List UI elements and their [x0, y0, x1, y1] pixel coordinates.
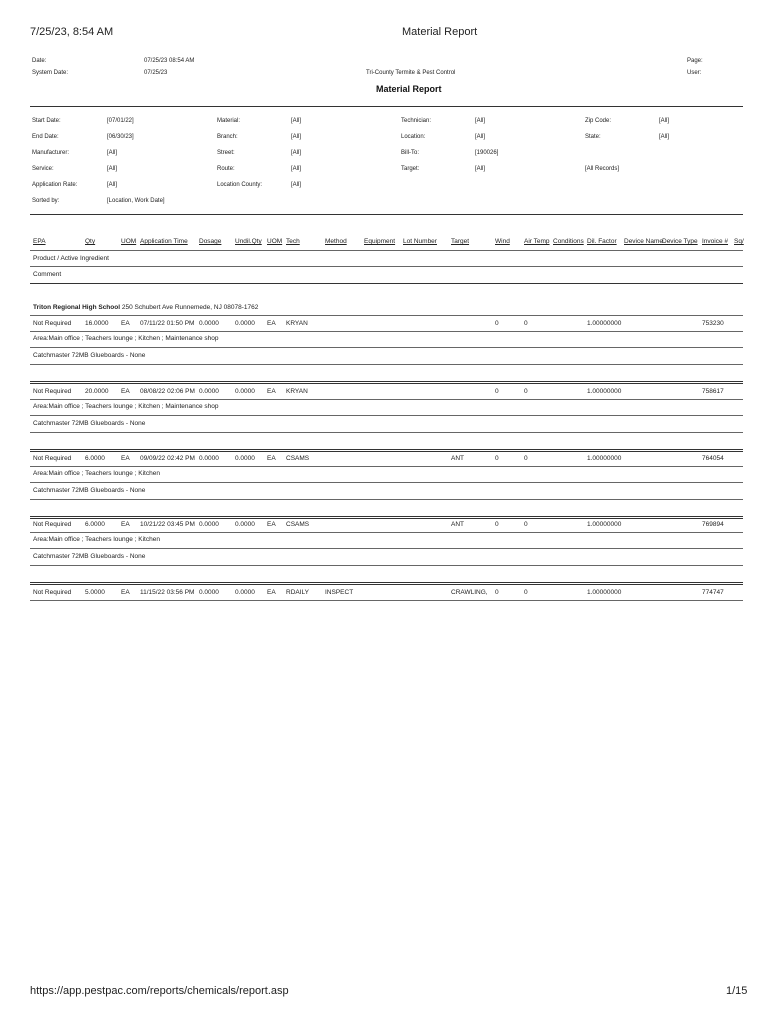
- billto-label: Bill-To:: [401, 150, 420, 156]
- record-area: Area:Main office ; Teachers lounge ; Kitchen ; Maintenance shop: [33, 403, 219, 410]
- street-label: Street:: [217, 150, 235, 156]
- record-divider: [30, 331, 743, 332]
- target-value: [All]: [475, 166, 486, 172]
- record-area: Area:Main office ; Teachers lounge ; Kitchen ; Maintenance shop: [33, 335, 219, 342]
- location-divider: [30, 315, 743, 316]
- header-row-divider-1: [30, 250, 743, 251]
- county-label: Location County:: [217, 182, 263, 188]
- record-dil-factor: 1.00000000: [587, 388, 622, 395]
- route-label: Route:: [217, 166, 235, 172]
- company-name: Tri-County Termite & Pest Control: [366, 70, 456, 76]
- record-application-time: 08/08/22 02:06 PM: [140, 388, 195, 395]
- col-method[interactable]: Method: [325, 238, 347, 245]
- record-area: Area:Main office ; Teachers lounge ; Kitchen: [33, 470, 160, 477]
- col-wind[interactable]: Wind: [495, 238, 510, 245]
- product-header: Product / Active Ingredient: [33, 255, 109, 262]
- record-target: ANT: [451, 455, 464, 462]
- record-area: Area:Main office ; Teachers lounge ; Kitchen: [33, 536, 160, 543]
- record-divider: [30, 482, 743, 483]
- record-divider: [30, 466, 743, 467]
- record-undil-qty: 0.0000: [235, 455, 255, 462]
- date-value: 07/25/23 08:54 AM: [144, 58, 195, 64]
- record-product: Catchmaster 72MB Glueboards - None: [33, 420, 146, 427]
- service-label: Service:: [32, 166, 54, 172]
- record-wind: 0: [495, 320, 499, 327]
- start-date-label: Start Date:: [32, 118, 61, 124]
- print-page-count: 1/15: [726, 985, 748, 997]
- record-separator: [30, 451, 743, 452]
- col-device-type[interactable]: Device Type: [662, 238, 698, 245]
- page-label: Page:: [687, 58, 703, 64]
- record-divider: [30, 399, 743, 400]
- record-uom-2: EA: [267, 521, 276, 528]
- record-product: Catchmaster 72MB Glueboards - None: [33, 352, 146, 359]
- record-air-temp: 0: [524, 388, 528, 395]
- record-target: ANT: [451, 521, 464, 528]
- col-equipment[interactable]: Equipment: [364, 238, 396, 245]
- record-uom: EA: [121, 388, 130, 395]
- record-air-temp: 0: [524, 521, 528, 528]
- col-lot-number[interactable]: Lot Number: [403, 238, 437, 245]
- app-rate-label: Application Rate:: [32, 182, 78, 188]
- record-epa: Not Required: [33, 589, 72, 596]
- record-tech: CSAMS: [286, 521, 310, 528]
- report-title: Material Report: [376, 84, 442, 94]
- location-label: Location:: [401, 134, 426, 140]
- app-rate-value: [All]: [107, 182, 118, 188]
- record-air-temp: 0: [524, 589, 528, 596]
- record-product: Catchmaster 72MB Glueboards - None: [33, 553, 146, 560]
- material-label: Material:: [217, 118, 241, 124]
- record-tech: KRYAN: [286, 320, 308, 327]
- manufacturer-value: [All]: [107, 150, 118, 156]
- record-uom: EA: [121, 455, 130, 462]
- start-date-value: [07/01/22]: [107, 118, 134, 124]
- col-epa[interactable]: EPA: [33, 238, 46, 245]
- col-sq[interactable]: Sq/: [734, 238, 744, 245]
- technician-value: [All]: [475, 118, 486, 124]
- record-application-time: 10/21/22 03:45 PM: [140, 521, 195, 528]
- record-wind: 0: [495, 589, 499, 596]
- record-separator: [30, 518, 743, 519]
- location-address: 250 Schubert Ave Runnemede, NJ 08078-1762: [121, 304, 259, 311]
- record-air-temp: 0: [524, 455, 528, 462]
- sorted-label: Sorted by:: [32, 198, 60, 204]
- record-divider: [30, 347, 743, 348]
- all-records-value: [All Records]: [585, 166, 620, 172]
- sorted-value: [Location, Work Date]: [107, 198, 165, 204]
- record-dosage: 0.0000: [199, 455, 219, 462]
- record-wind: 0: [495, 455, 499, 462]
- record-separator: [30, 584, 743, 585]
- branch-label: Branch:: [217, 134, 238, 140]
- record-dosage: 0.0000: [199, 388, 219, 395]
- record-divider: [30, 415, 743, 416]
- header-row-divider-2: [30, 266, 743, 267]
- record-divider: [30, 499, 743, 500]
- record-divider: [30, 432, 743, 433]
- record-qty: 5.0000: [85, 589, 105, 596]
- record-air-temp: 0: [524, 320, 528, 327]
- record-epa: Not Required: [33, 388, 72, 395]
- system-date-label: System Date:: [32, 70, 69, 76]
- record-epa: Not Required: [33, 521, 72, 528]
- record-dosage: 0.0000: [199, 521, 219, 528]
- col-qty[interactable]: Qty: [85, 238, 96, 245]
- end-date-value: [06/30/23]: [107, 134, 134, 140]
- location-heading: [33, 304, 258, 311]
- record-product: Catchmaster 72MB Glueboards - None: [33, 487, 146, 494]
- record-epa: Not Required: [33, 320, 72, 327]
- record-qty: 6.0000: [85, 455, 105, 462]
- record-separator: [30, 516, 743, 517]
- col-application-time[interactable]: Application Time: [140, 238, 188, 245]
- user-label: User:: [687, 70, 702, 76]
- record-target: CRAWLING,: [451, 589, 488, 596]
- record-qty: 16.0000: [85, 320, 109, 327]
- record-divider: [30, 548, 743, 549]
- record-tech: CSAMS: [286, 455, 310, 462]
- record-uom: EA: [121, 589, 130, 596]
- record-uom-2: EA: [267, 455, 276, 462]
- system-date-value: 07/25/23: [144, 70, 168, 76]
- col-invoice[interactable]: Invoice #: [702, 238, 729, 245]
- record-application-time: 11/15/22 03:56 PM: [140, 589, 195, 596]
- col-dil-factor[interactable]: Dil. Factor: [587, 238, 617, 245]
- record-undil-qty: 0.0000: [235, 521, 255, 528]
- print-url: https://app.pestpac.com/reports/chemicals/report.asp: [30, 985, 289, 997]
- record-uom-2: EA: [267, 388, 276, 395]
- filters-divider: [30, 214, 743, 215]
- record-wind: 0: [495, 521, 499, 528]
- col-uom-2[interactable]: UOM: [267, 238, 283, 245]
- state-value: [All]: [659, 134, 670, 140]
- col-device-name[interactable]: Device Name: [624, 238, 664, 245]
- record-method: INSPECT: [325, 589, 354, 596]
- end-date-label: End Date:: [32, 134, 59, 140]
- record-invoice: 758617: [702, 388, 724, 395]
- record-dosage: 0.0000: [199, 589, 219, 596]
- record-qty: 20.0000: [85, 388, 109, 395]
- col-air-temp[interactable]: Air Temp: [524, 238, 550, 245]
- zip-label: Zip Code:: [585, 118, 612, 124]
- location-value: [All]: [475, 134, 486, 140]
- print-tab-title: Material Report: [402, 26, 478, 38]
- col-uom[interactable]: UOM: [121, 238, 137, 245]
- record-dil-factor: 1.00000000: [587, 521, 622, 528]
- col-dosage[interactable]: Dosage: [199, 238, 222, 245]
- record-divider: [30, 600, 743, 601]
- header-divider: [30, 106, 743, 107]
- record-tech: RDAILY: [286, 589, 309, 596]
- branch-value: [All]: [291, 134, 302, 140]
- record-separator: [30, 449, 743, 450]
- record-invoice: 764054: [702, 455, 724, 462]
- comment-header: Comment: [33, 271, 62, 278]
- material-value: [All]: [291, 118, 302, 124]
- header-row-divider-3: [30, 283, 743, 284]
- manufacturer-label: Manufacturer:: [32, 150, 70, 156]
- record-divider: [30, 565, 743, 566]
- record-wind: 0: [495, 388, 499, 395]
- record-separator: [30, 383, 743, 384]
- col-tech[interactable]: Tech: [286, 238, 300, 245]
- record-epa: Not Required: [33, 455, 72, 462]
- record-dosage: 0.0000: [199, 320, 219, 327]
- col-conditions[interactable]: Conditions: [553, 238, 584, 245]
- record-dil-factor: 1.00000000: [587, 589, 622, 596]
- zip-value: [All]: [659, 118, 670, 124]
- record-qty: 6.0000: [85, 521, 105, 528]
- col-target[interactable]: Target: [451, 238, 470, 245]
- record-divider: [30, 532, 743, 533]
- target-label: Target:: [401, 166, 420, 172]
- record-undil-qty: 0.0000: [235, 320, 255, 327]
- record-invoice: 769894: [702, 521, 724, 528]
- record-application-time: 07/11/22 01:50 PM: [140, 320, 195, 327]
- service-value: [All]: [107, 166, 118, 172]
- county-value: [All]: [291, 182, 302, 188]
- record-separator: [30, 381, 743, 382]
- billto-value: [190026]: [475, 150, 499, 156]
- col-undil-qty[interactable]: Undil.Qty: [235, 238, 262, 245]
- location-name[interactable]: Triton Regional High School: [33, 304, 121, 311]
- state-label: State:: [585, 134, 601, 140]
- record-invoice: 774747: [702, 589, 724, 596]
- record-invoice: 753230: [702, 320, 724, 327]
- record-uom-2: EA: [267, 589, 276, 596]
- route-value: [All]: [291, 166, 302, 172]
- record-tech: KRYAN: [286, 388, 308, 395]
- record-uom: EA: [121, 320, 130, 327]
- record-undil-qty: 0.0000: [235, 388, 255, 395]
- technician-label: Technician:: [401, 118, 432, 124]
- record-uom: EA: [121, 521, 130, 528]
- record-divider: [30, 364, 743, 365]
- print-datetime: 7/25/23, 8:54 AM: [30, 26, 114, 38]
- record-undil-qty: 0.0000: [235, 589, 255, 596]
- record-dil-factor: 1.00000000: [587, 320, 622, 327]
- record-uom-2: EA: [267, 320, 276, 327]
- street-value: [All]: [291, 150, 302, 156]
- date-label: Date:: [32, 58, 47, 64]
- record-separator: [30, 582, 743, 583]
- record-application-time: 09/09/22 02:42 PM: [140, 455, 195, 462]
- record-dil-factor: 1.00000000: [587, 455, 622, 462]
